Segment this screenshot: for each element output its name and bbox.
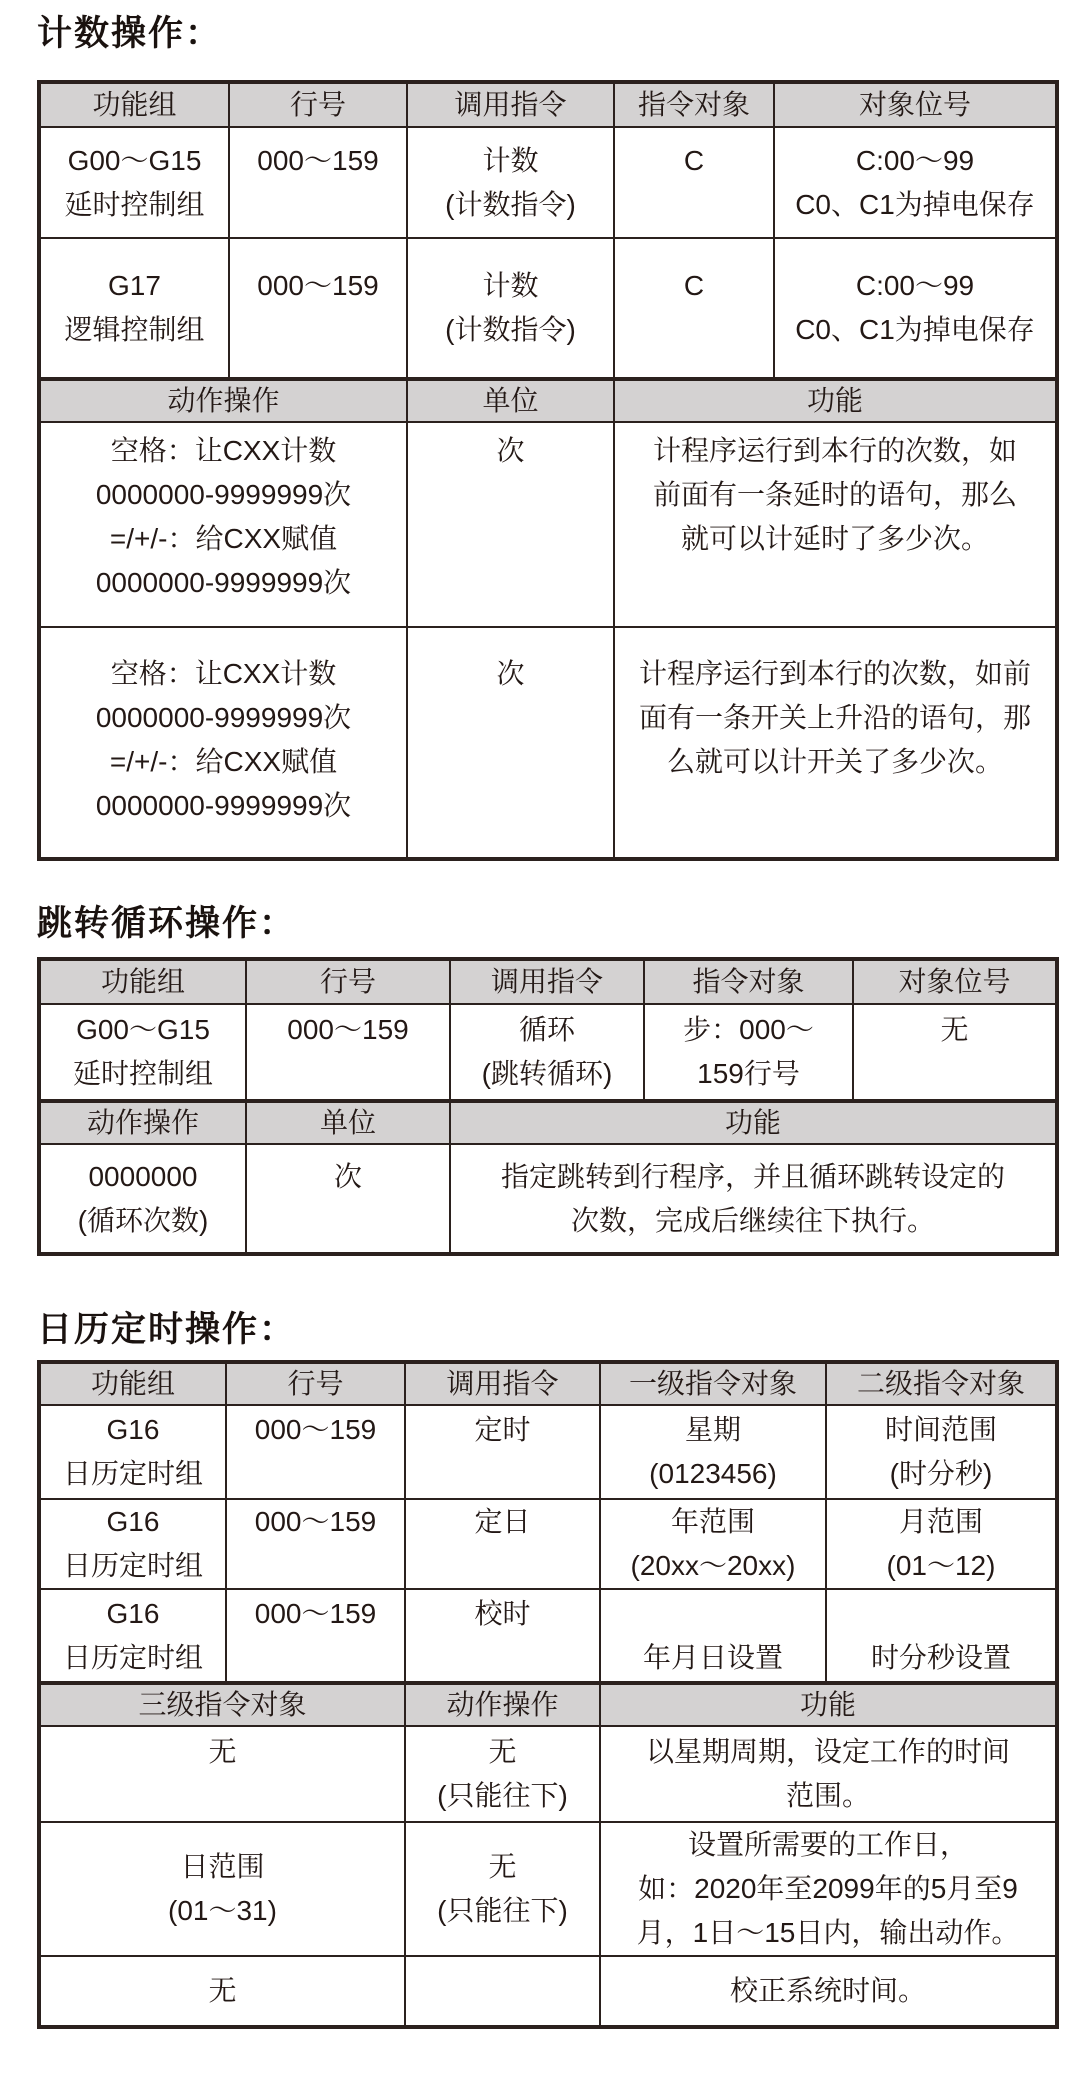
cell-command-object: C: [614, 127, 774, 238]
col-header-command-object: 指令对象: [614, 82, 774, 127]
cell-action-operation: 无 (只能往下): [405, 1726, 600, 1822]
cell-line-number: 000～159: [229, 238, 407, 379]
cell-action-operation: 空格：让CXX计数 0000000-9999999次 =/+/-：给CXX赋值 0000000-9999999次: [39, 422, 407, 627]
cell-level1-object: 年月日设置: [600, 1589, 826, 1683]
table-subheader-row: [39, 1101, 1057, 1144]
cell-command-object: C: [614, 238, 774, 379]
cell-function-desc: 计程序运行到本行的次数，如 前面有一条延时的语句，那么 就可以计延时了多少次。: [614, 422, 1057, 627]
col-header-line-number: 行号: [226, 1362, 405, 1405]
cell-object-bit: C:00～99 C0、C1为掉电保存: [774, 127, 1057, 238]
col-header-line-number: 行号: [246, 959, 450, 1004]
cell-line-number: 000～159: [226, 1405, 405, 1499]
table-row: [39, 1004, 1057, 1101]
col-header-function: 功能: [450, 1101, 1057, 1144]
table-header-row: [39, 1362, 1057, 1405]
table-subheader-row: [39, 379, 1057, 422]
table-row: [39, 1822, 1057, 1956]
col-header-level2-object: 二级指令对象: [826, 1362, 1057, 1405]
cell-function-group: G17 逻辑控制组: [39, 238, 229, 379]
col-header-function-group: 功能组: [39, 82, 229, 127]
cell-level1-object: 年范围 (20xx～20xx): [600, 1499, 826, 1589]
section-title-jump-loop: 跳转循环操作：: [37, 904, 297, 943]
cell-action-operation: 无 (只能往下): [405, 1822, 600, 1956]
cell-level3-object: 日范围 (01～31): [39, 1822, 405, 1956]
cell-function-desc: 设置所需要的工作日， 如：2020年至2099年的5月至9 月，1日～15日内，输出动作。: [600, 1822, 1057, 1956]
col-header-call-command: 调用指令: [407, 82, 614, 127]
table-row: [39, 1956, 1057, 2027]
table-row: [39, 422, 1057, 627]
cell-call-command: 计数 (计数指令): [407, 127, 614, 238]
cell-function-group: G16 日历定时组: [39, 1405, 226, 1499]
table-row: [39, 1589, 1057, 1683]
cell-unit: 次: [246, 1144, 450, 1254]
cell-function-desc: 以星期周期，设定工作的时间 范围。: [600, 1726, 1057, 1822]
col-header-function: 功能: [600, 1683, 1057, 1726]
col-header-action-operation: 动作操作: [405, 1683, 600, 1726]
table-header-row: [39, 82, 1057, 127]
cell-line-number: 000～159: [226, 1589, 405, 1683]
cell-line-number: 000～159: [229, 127, 407, 238]
col-header-call-command: 调用指令: [450, 959, 644, 1004]
cell-call-command: 定时: [405, 1405, 600, 1499]
counting-operations-table: [37, 80, 1059, 861]
cell-function-desc: 指定跳转到行程序，并且循环跳转设定的 次数，完成后继续往下执行。: [450, 1144, 1057, 1254]
col-header-level3-object: 三级指令对象: [39, 1683, 405, 1726]
col-header-function: 功能: [614, 379, 1057, 422]
cell-call-command: 计数 (计数指令): [407, 238, 614, 379]
col-header-call-command: 调用指令: [405, 1362, 600, 1405]
cell-level2-object: 时分秒设置: [826, 1589, 1057, 1683]
table-row: [39, 1144, 1057, 1254]
cell-function-group: G16 日历定时组: [39, 1499, 226, 1589]
cell-call-command: 定日: [405, 1499, 600, 1589]
table-subheader-row: [39, 1683, 1057, 1726]
col-header-level1-object: 一级指令对象: [600, 1362, 826, 1405]
col-header-function-group: 功能组: [39, 1362, 226, 1405]
section-title-counting: 计数操作：: [37, 14, 223, 53]
cell-object-bit: 无: [853, 1004, 1057, 1101]
cell-action-operation: 0000000 (循环次数): [39, 1144, 246, 1254]
cell-level1-object: 星期 (0123456): [600, 1405, 826, 1499]
cell-function-group: G00～G15 延时控制组: [39, 127, 229, 238]
cell-call-command: 校时: [405, 1589, 600, 1683]
cell-line-number: 000～159: [226, 1499, 405, 1589]
cell-unit: 次: [407, 627, 614, 859]
table-row: [39, 238, 1057, 379]
cell-level3-object: 无: [39, 1726, 405, 1822]
col-header-action-operation: 动作操作: [39, 1101, 246, 1144]
col-header-line-number: 行号: [229, 82, 407, 127]
cell-level3-object: 无: [39, 1956, 405, 2027]
table-row: [39, 1726, 1057, 1822]
col-header-unit: 单位: [407, 379, 614, 422]
cell-action-operation: [405, 1956, 600, 2027]
cell-line-number: 000～159: [246, 1004, 450, 1101]
col-header-action-operation: 动作操作: [39, 379, 407, 422]
cell-function-desc: 校正系统时间。: [600, 1956, 1057, 2027]
cell-level2-object: 月范围 (01～12): [826, 1499, 1057, 1589]
cell-call-command: 循环 (跳转循环): [450, 1004, 644, 1101]
cell-function-desc: 计程序运行到本行的次数，如前 面有一条开关上升沿的语句，那 么就可以计开关了多少次。: [614, 627, 1057, 859]
col-header-function-group: 功能组: [39, 959, 246, 1004]
calendar-timing-operations-table: [37, 1360, 1059, 2029]
table-row: [39, 127, 1057, 238]
col-header-object-bit: 对象位号: [774, 82, 1057, 127]
cell-function-group: G00～G15 延时控制组: [39, 1004, 246, 1101]
table-row: [39, 1499, 1057, 1589]
cell-action-operation: 空格：让CXX计数 0000000-9999999次 =/+/-：给CXX赋值 0000000-9999999次: [39, 627, 407, 859]
table-header-row: [39, 959, 1057, 1004]
jump-loop-operations-table: [37, 957, 1059, 1256]
table-row: [39, 1405, 1057, 1499]
table-row: [39, 627, 1057, 859]
col-header-unit: 单位: [246, 1101, 450, 1144]
cell-command-object: 步：000～ 159行号: [644, 1004, 853, 1101]
cell-object-bit: C:00～99 C0、C1为掉电保存: [774, 238, 1057, 379]
col-header-command-object: 指令对象: [644, 959, 853, 1004]
cell-unit: 次: [407, 422, 614, 627]
cell-function-group: G16 日历定时组: [39, 1589, 226, 1683]
col-header-object-bit: 对象位号: [853, 959, 1057, 1004]
section-title-calendar-timing: 日历定时操作：: [37, 1310, 297, 1349]
cell-level2-object: 时间范围 (时分秒): [826, 1405, 1057, 1499]
